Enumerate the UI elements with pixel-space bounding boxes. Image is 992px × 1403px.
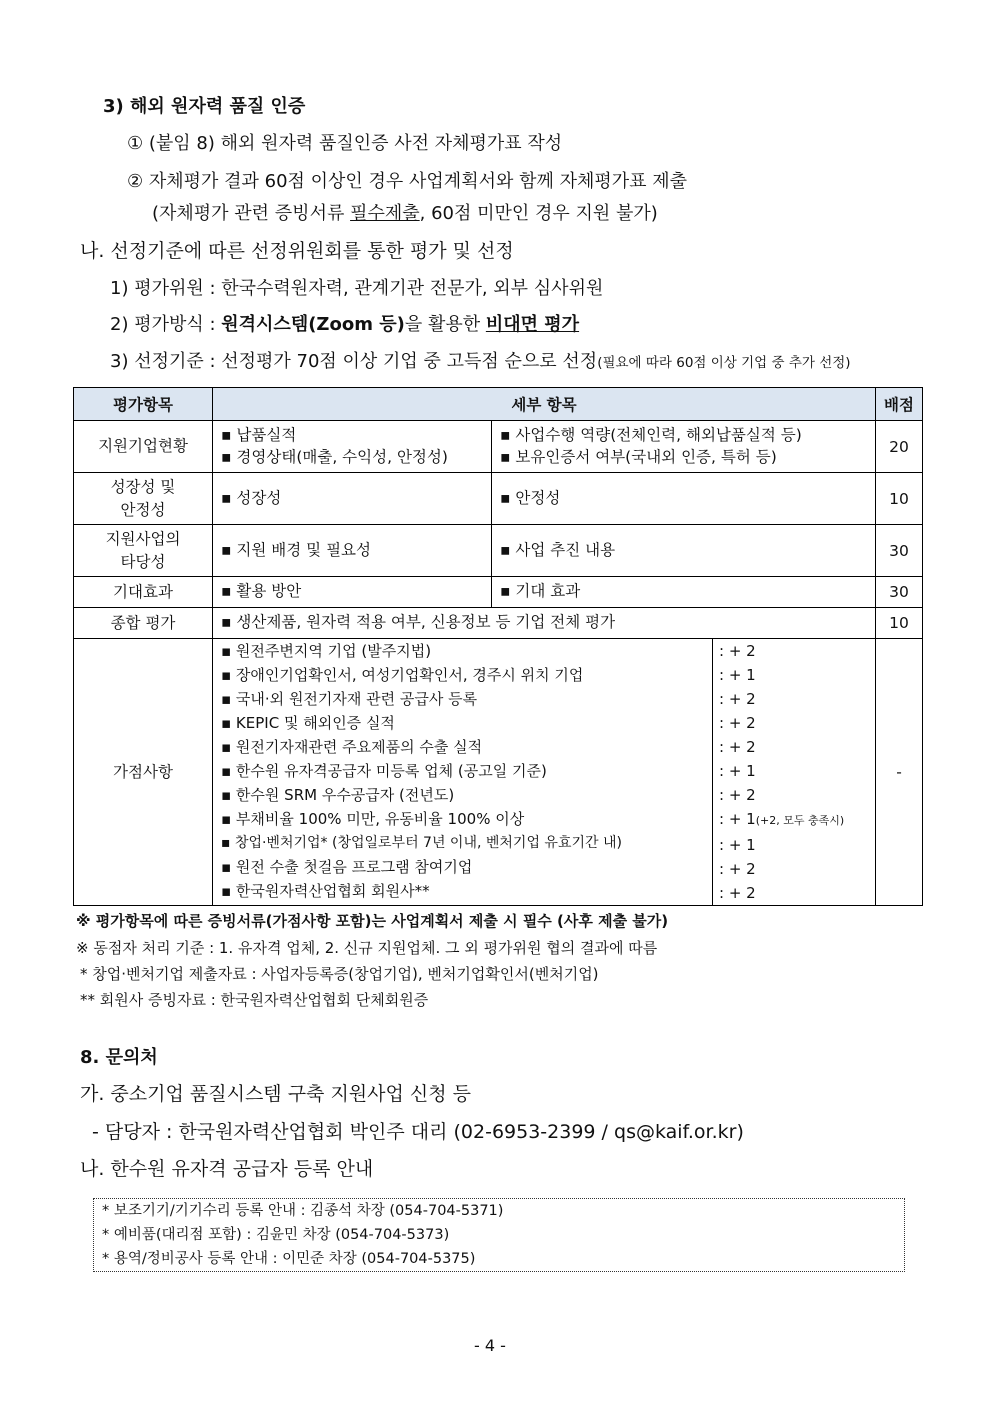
cert-step-2-note <box>152 203 658 225</box>
detail-item: ▪ 사업수행 역량(전체인력, 해외납품실적 등) <box>500 425 802 444</box>
row-score: 30 <box>876 525 923 577</box>
bonus-item: ▪ 장애인기업확인서, 여성기업확인서, 경주시 위치 기업 <box>221 666 584 684</box>
bonus-points: : + 1 <box>719 666 756 684</box>
table-row-bonus <box>74 639 923 906</box>
table-row <box>74 421 923 473</box>
contact-info-line: * 보조기기/기기수리 등록 안내 : 김종석 차장 (054-704-5371) <box>102 1203 504 1219</box>
table-header-row <box>74 388 923 421</box>
bonus-detail-cell <box>213 639 876 906</box>
bonus-item-list <box>213 639 712 905</box>
row-detail-right <box>492 421 876 473</box>
bonus-item: ▪ 창업·벤처기업* (창업일로부터 7년 이내, 벤처기업 유효기간 내) <box>221 835 622 851</box>
bonus-points: : + 2 <box>719 786 756 804</box>
row-category: 기대효과 <box>74 577 213 608</box>
table-row <box>74 577 923 608</box>
row-category: 성장성 및 안정성 <box>74 473 213 525</box>
bonus-item: ▪ 원전주변지역 기업 (발주지법) <box>221 642 432 660</box>
contact-ga-title: 가. 중소기업 품질시스템 구축 지원사업 신청 등 <box>80 1083 472 1105</box>
header-category: 평가항목 <box>74 388 213 421</box>
method-label: 2) 평가방식 : <box>110 314 222 335</box>
detail-item: ▪ 납품실적 <box>221 425 297 444</box>
row-detail-left: ▪ 성장성 <box>213 473 492 525</box>
bonus-item: ▪ 한수원 유자격공급자 미등록 업체 (공고일 기준) <box>221 762 547 780</box>
row-detail-right: ▪ 사업 추진 내용 <box>492 525 876 577</box>
bonus-item: ▪ 부채비율 100% 미만, 유동비율 100% 이상 <box>221 810 525 828</box>
criteria-note-small: (필요에 따라 60점 이상 기업 중 추가 선정) <box>597 355 851 371</box>
section-title-overseas-cert: 3) 해외 원자력 품질 인증 <box>103 96 306 117</box>
row-score: 10 <box>876 473 923 525</box>
bonus-item: ▪ 국내·외 원전기자재 관련 공급사 등록 <box>221 690 478 708</box>
row-score: 30 <box>876 577 923 608</box>
bonus-points: : + 2 <box>719 738 756 756</box>
note-required-docs: ※ 평가항목에 따른 증빙서류(가점사항 포함)는 사업계획서 제출 시 필수 (사후 제출 불가) <box>76 912 669 930</box>
bonus-item: ▪ 원전기자재관련 주요제품의 수출 실적 <box>221 738 483 756</box>
bonus-points-main: : + 1 <box>719 810 756 828</box>
cert-step-1: ① (붙임 8) 해외 원자력 품질인증 사전 자체평가표 작성 <box>127 133 563 154</box>
bonus-item: ▪ 한국원자력산업협회 회원사** <box>221 882 430 900</box>
header-score: 배점 <box>876 388 923 421</box>
row-detail-left: ▪ 활용 방안 <box>213 577 492 608</box>
bonus-points: : + 2 <box>719 860 756 878</box>
contact-person-line: - 담당자 : 한국원자력산업협회 박인주 대리 (02-6953-2399 / qs@kaif.or.kr) <box>92 1121 744 1143</box>
row-category: 종합 평가 <box>74 608 213 639</box>
method-mid: 을 활용한 <box>404 314 486 335</box>
row-score: 10 <box>876 608 923 639</box>
selection-criteria-line <box>110 351 851 373</box>
evaluation-table <box>73 387 923 906</box>
bonus-points: : + 2 <box>719 884 756 902</box>
selection-section-title: 나. 선정기준에 따른 선정위원회를 통한 평가 및 선정 <box>80 240 514 262</box>
criteria-main: 3) 선정기준 : 선정평가 70점 이상 기업 중 고득점 순으로 선정 <box>110 351 598 372</box>
table-row-total <box>74 608 923 639</box>
bonus-points: : + 1 <box>719 836 756 854</box>
contact-info-box <box>93 1198 905 1272</box>
row-detail-left <box>213 421 492 473</box>
note-tie-breaker: ※ 동점자 처리 기준 : 1. 유자격 업체, 2. 신규 지원업체. 그 외 평가위원 협의 결과에 따름 <box>76 939 658 957</box>
note-required-underlined: 필수제출 <box>350 203 420 224</box>
bonus-points: : + 2 <box>719 642 756 660</box>
note-startup-docs: * 창업·벤처기업 제출자료 : 사업자등록증(창업기업), 벤처기업확인서(벤처기업) <box>80 965 599 983</box>
non-contact-eval-bold: 비대면 평가 <box>485 314 580 335</box>
note-text: (자체평가 관련 증빙서류 <box>152 203 351 224</box>
note-member-docs: ** 회원사 증빙자료 : 한국원자력산업협회 단체회원증 <box>80 991 429 1009</box>
detail-item: ▪ 경영상태(매출, 수익성, 안정성) <box>221 447 448 466</box>
bonus-points-note: (+2, 모두 충족시) <box>755 814 845 827</box>
bonus-item: ▪ KEPIC 및 해외인증 실적 <box>221 714 395 732</box>
row-detail-left: ▪ 지원 배경 및 필요성 <box>213 525 492 577</box>
contact-section-title: 8. 문의처 <box>80 1047 158 1068</box>
bonus-item: ▪ 한수원 SRM 우수공급자 (전년도) <box>221 786 455 804</box>
contact-na-title: 나. 한수원 유자격 공급자 등록 안내 <box>80 1158 374 1180</box>
row-detail-right: ▪ 기대 효과 <box>492 577 876 608</box>
row-category: 지원사업의 타당성 <box>74 525 213 577</box>
row-category: 가점사항 <box>74 639 213 906</box>
row-detail: ▪ 생산제품, 원자력 적용 여부, 신용정보 등 기업 전체 평가 <box>213 608 876 639</box>
header-detail: 세부 항목 <box>213 388 876 421</box>
table-row <box>74 525 923 577</box>
bonus-points <box>719 807 869 833</box>
row-score: - <box>876 639 923 906</box>
evaluation-method-line <box>110 314 579 336</box>
evaluators-line: 1) 평가위원 : 한국수력원자력, 관계기관 전문가, 외부 심사위원 <box>110 278 604 299</box>
bonus-points: : + 2 <box>719 690 756 708</box>
page-number: - 4 - <box>474 1336 506 1355</box>
bonus-points-list <box>712 639 875 905</box>
row-detail-right: ▪ 안정성 <box>492 473 876 525</box>
table-row <box>74 473 923 525</box>
contact-info-line: * 예비품(대리점 포함) : 김윤민 차장 (054-704-5373) <box>102 1227 450 1243</box>
contact-info-line: * 용역/정비공사 등록 안내 : 이민준 차장 (054-704-5375) <box>102 1251 476 1267</box>
row-score: 20 <box>876 421 923 473</box>
note-text-end: , 60점 미만인 경우 지원 불가) <box>419 203 658 224</box>
bonus-item: ▪ 원전 수출 첫걸음 프로그램 참여기업 <box>221 858 473 876</box>
remote-system-bold: 원격시스템(Zoom 등) <box>221 314 405 335</box>
bonus-points: : + 2 <box>719 714 756 732</box>
bonus-points: : + 1 <box>719 762 756 780</box>
row-category: 지원기업현황 <box>74 421 213 473</box>
detail-item: ▪ 보유인증서 여부(국내외 인증, 특허 등) <box>500 447 777 466</box>
cert-step-2: ② 자체평가 결과 60점 이상인 경우 사업계획서와 함께 자체평가표 제출 <box>127 171 688 192</box>
